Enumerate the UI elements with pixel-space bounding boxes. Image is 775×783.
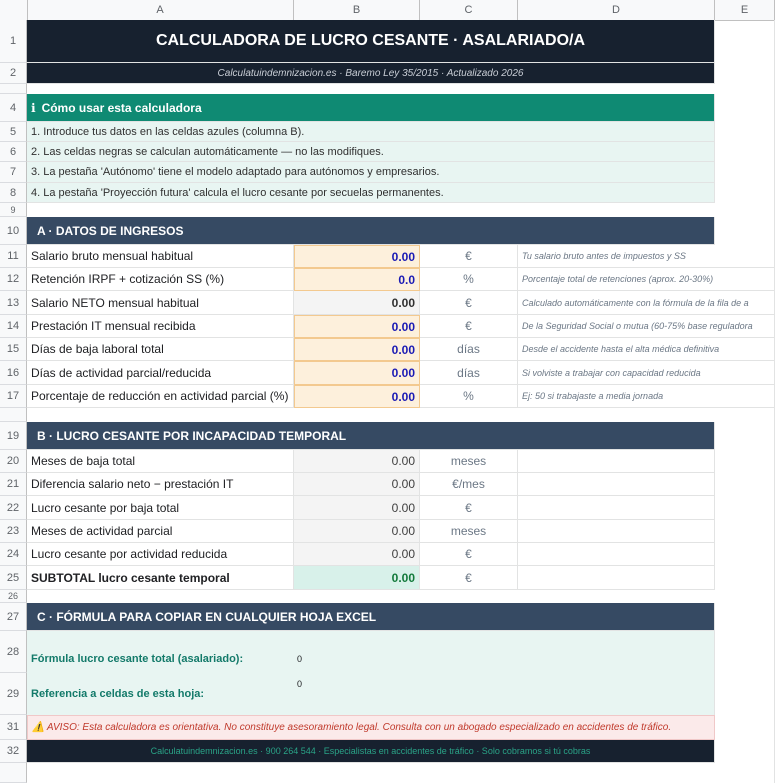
income-note[interactable]: De la Seguridad Social o mutua (60-75% base reguladora bbox=[518, 315, 775, 338]
loss-note-empty[interactable] bbox=[518, 543, 715, 566]
column-header-a[interactable]: A bbox=[27, 0, 294, 20]
page-subtitle: Calculatuindemnizacion.es · Baremo Ley 35/2015 · Actualizado 2026 bbox=[27, 63, 715, 84]
income-note[interactable]: Calculado automáticamente con la fórmula de la fila de a bbox=[518, 291, 775, 315]
loss-unit[interactable]: €/mes bbox=[420, 473, 518, 496]
subtotal-value[interactable]: 0.00 bbox=[294, 566, 420, 590]
row-header-14[interactable]: 14 bbox=[0, 315, 27, 338]
income-label[interactable]: Salario NETO mensual habitual bbox=[27, 291, 294, 315]
formula-label: Fórmula lucro cesante total (asalariado): bbox=[31, 653, 244, 665]
howto-header-label: Cómo usar esta calculadora bbox=[41, 100, 202, 115]
income-note[interactable]: Porcentaje total de retenciones (aprox. 20-30%) bbox=[518, 268, 775, 291]
row-header-25[interactable]: 25 bbox=[0, 566, 27, 590]
row-header-9[interactable]: 9 bbox=[0, 203, 27, 217]
section-c-header: C · FÓRMULA PARA COPIAR EN CUALQUIER HOJA EXCEL bbox=[27, 603, 715, 631]
row-header-8[interactable]: 8 bbox=[0, 183, 27, 203]
info-icon: ℹ bbox=[31, 100, 36, 115]
income-label[interactable]: Prestación IT mensual recibida bbox=[27, 315, 294, 338]
income-value-cell[interactable]: 0.00 bbox=[294, 291, 420, 315]
loss-value-cell[interactable]: 0.00 bbox=[294, 473, 420, 496]
income-note[interactable]: Ej: 50 si trabajaste a media jornada bbox=[518, 385, 775, 408]
income-value-cell[interactable]: 0.0 bbox=[294, 268, 420, 291]
row-header-22[interactable]: 22 bbox=[0, 496, 27, 520]
howto-step: 1. Introduce tus datos en las celdas azules (columna B). bbox=[27, 122, 715, 142]
howto-step: 2. Las celdas negras se calculan automáticamente — no las modifiques. bbox=[27, 142, 715, 162]
page-title: CALCULADORA DE LUCRO CESANTE · ASALARIADO/A bbox=[27, 20, 715, 63]
row-header-12[interactable]: 12 bbox=[0, 268, 27, 291]
loss-label[interactable]: Meses de baja total bbox=[27, 450, 294, 473]
row-header-28[interactable]: 28 bbox=[0, 631, 27, 673]
section-b-header: B · LUCRO CESANTE POR INCAPACIDAD TEMPORAL bbox=[27, 422, 715, 450]
row-header-21[interactable]: 21 bbox=[0, 473, 27, 496]
row-header-13[interactable]: 13 bbox=[0, 291, 27, 315]
loss-label[interactable]: Diferencia salario neto − prestación IT bbox=[27, 473, 294, 496]
loss-unit[interactable]: € bbox=[420, 496, 518, 520]
row-header-19[interactable]: 19 bbox=[0, 422, 27, 450]
reference-value[interactable]: 0 bbox=[297, 679, 303, 689]
income-note[interactable]: Si volviste a trabajar con capacidad reducida bbox=[518, 361, 775, 385]
loss-value-cell[interactable]: 0.00 bbox=[294, 450, 420, 473]
income-unit[interactable]: % bbox=[420, 268, 518, 291]
row-header-15[interactable]: 15 bbox=[0, 338, 27, 361]
subtotal-unit[interactable]: € bbox=[420, 566, 518, 590]
column-header-c[interactable]: C bbox=[420, 0, 518, 20]
income-value-cell[interactable]: 0.00 bbox=[294, 315, 420, 338]
income-label[interactable]: Porcentaje de reducción en actividad parcial (%) bbox=[27, 385, 294, 408]
reference-label: Referencia a celdas de esta hoja: bbox=[31, 688, 205, 700]
loss-value-cell[interactable]: 0.00 bbox=[294, 520, 420, 543]
row-header-4[interactable]: 4 bbox=[0, 94, 27, 122]
row-header-30-31[interactable]: 31 bbox=[0, 715, 27, 740]
row-header-24[interactable]: 24 bbox=[0, 543, 27, 566]
row-header-5[interactable]: 5 bbox=[0, 122, 27, 142]
income-note[interactable]: Tu salario bruto antes de impuestos y SS bbox=[518, 245, 775, 268]
row-header-27[interactable]: 27 bbox=[0, 603, 27, 631]
footer-contact: Calculatuindemnizacion.es · 900 264 544 · Especialistas en accidentes de tráfico · Solo cobramos si tú cobras bbox=[27, 740, 715, 763]
row-header-1[interactable]: 1 bbox=[0, 20, 27, 63]
income-note[interactable]: Desde el accidente hasta el alta médica definitiva bbox=[518, 338, 775, 361]
income-unit[interactable]: € bbox=[420, 315, 518, 338]
howto-step: 4. La pestaña 'Proyección futura' calcula el lucro cesante por secuelas permanentes. bbox=[27, 183, 715, 203]
row-header-23[interactable]: 23 bbox=[0, 520, 27, 543]
select-all-corner[interactable] bbox=[0, 0, 28, 20]
income-label[interactable]: Días de baja laboral total bbox=[27, 338, 294, 361]
subtotal-note-empty[interactable] bbox=[518, 566, 715, 590]
row-header-26[interactable]: 26 bbox=[0, 590, 27, 603]
section-a-header: A · DATOS DE INGRESOS bbox=[27, 217, 715, 245]
loss-unit[interactable]: meses bbox=[420, 450, 518, 473]
loss-label[interactable]: Meses de actividad parcial bbox=[27, 520, 294, 543]
column-header-bar bbox=[0, 0, 775, 21]
loss-unit[interactable]: € bbox=[420, 543, 518, 566]
legal-warning: ⚠️ AVISO: Esta calculadora es orientativa. No constituye asesoramiento legal. Consulta con un abogado especializado en accidentes de tráfico. bbox=[27, 715, 715, 740]
column-header-b[interactable]: B bbox=[294, 0, 420, 20]
income-unit[interactable]: días bbox=[420, 338, 518, 361]
income-value-cell[interactable]: 0.00 bbox=[294, 245, 420, 268]
income-unit[interactable]: % bbox=[420, 385, 518, 408]
row-header-18[interactable] bbox=[0, 408, 27, 422]
loss-unit[interactable]: meses bbox=[420, 520, 518, 543]
row-header-32[interactable]: 32 bbox=[0, 740, 27, 763]
loss-note-empty[interactable] bbox=[518, 450, 715, 473]
income-value-cell[interactable]: 0.00 bbox=[294, 338, 420, 361]
row-header-3[interactable] bbox=[0, 84, 27, 94]
loss-note-empty[interactable] bbox=[518, 473, 715, 496]
loss-value-cell[interactable]: 0.00 bbox=[294, 543, 420, 566]
loss-value-cell[interactable]: 0.00 bbox=[294, 496, 420, 520]
row-header-10[interactable]: 10 bbox=[0, 217, 27, 245]
loss-label[interactable]: Lucro cesante por baja total bbox=[27, 496, 294, 520]
row-header-17[interactable]: 17 bbox=[0, 385, 27, 408]
loss-note-empty[interactable] bbox=[518, 520, 715, 543]
income-value-cell[interactable]: 0.00 bbox=[294, 385, 420, 408]
income-label[interactable]: Días de actividad parcial/reducida bbox=[27, 361, 294, 385]
income-label[interactable]: Salario bruto mensual habitual bbox=[27, 245, 294, 268]
income-value-cell[interactable]: 0.00 bbox=[294, 361, 420, 385]
income-unit[interactable]: € bbox=[420, 245, 518, 268]
formula-value[interactable]: 0 bbox=[297, 654, 303, 664]
row-header-2[interactable]: 2 bbox=[0, 63, 27, 84]
row-header-7[interactable]: 7 bbox=[0, 162, 27, 183]
loss-label[interactable]: Lucro cesante por actividad reducida bbox=[27, 543, 294, 566]
loss-note-empty[interactable] bbox=[518, 496, 715, 520]
row-header-11[interactable]: 11 bbox=[0, 245, 27, 268]
income-label[interactable]: Retención IRPF + cotización SS (%) bbox=[27, 268, 294, 291]
subtotal-label[interactable]: SUBTOTAL lucro cesante temporal bbox=[27, 566, 294, 590]
row-header-16[interactable]: 16 bbox=[0, 361, 27, 385]
howto-header bbox=[27, 94, 715, 122]
row-header-20[interactable]: 20 bbox=[0, 450, 27, 473]
column-header-d[interactable]: D bbox=[518, 0, 715, 20]
column-header-e[interactable]: E bbox=[715, 0, 775, 20]
income-unit[interactable]: días bbox=[420, 361, 518, 385]
income-unit[interactable]: € bbox=[420, 291, 518, 315]
howto-step: 3. La pestaña 'Autónomo' tiene el modelo adaptado para autónomos y empresarios. bbox=[27, 162, 715, 183]
row-header-29[interactable]: 29 bbox=[0, 673, 27, 715]
row-header-33[interactable] bbox=[0, 763, 27, 783]
row-header-6[interactable]: 6 bbox=[0, 142, 27, 162]
